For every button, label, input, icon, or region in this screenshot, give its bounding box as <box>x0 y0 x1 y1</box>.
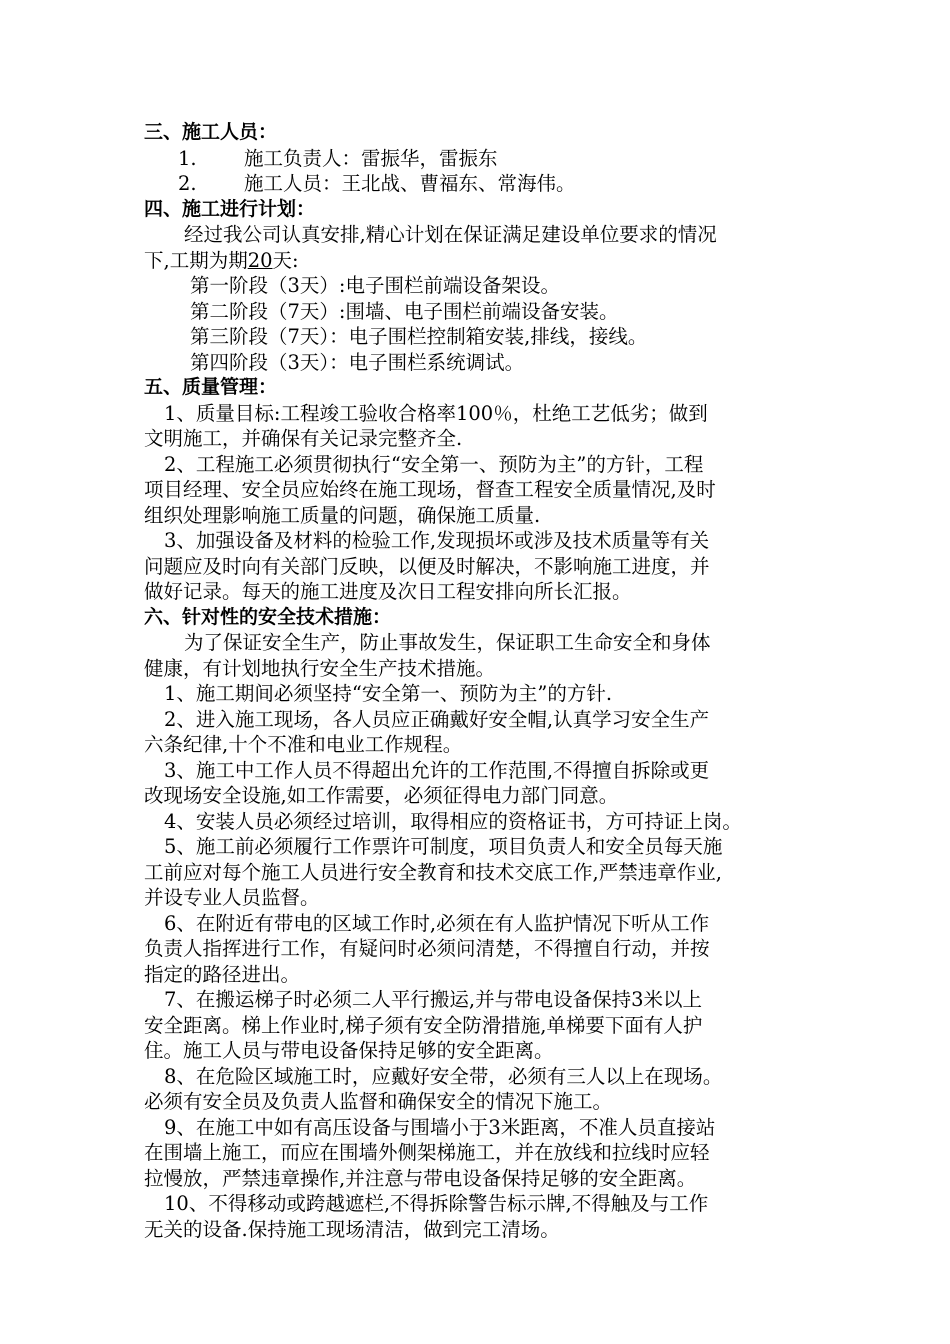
paragraph-line: 健康，有计划地执行安全生产技术措施。 <box>144 656 496 680</box>
section-heading-personnel: 三、施工人员： <box>144 121 278 143</box>
paragraph-line: 6、在附近有带电的区域工作时,必须在有人监护情况下听从工作 <box>164 911 710 935</box>
paragraph-line: 并设专业人员监督。 <box>144 886 320 909</box>
paragraph-line: 经过我公司认真安排,精心计划在保证满足建设单位要求的情况 <box>184 223 717 246</box>
paragraph-line: 工前应对每个施工人员进行安全教育和技术交底工作,严禁违章作业, <box>144 860 722 884</box>
paragraph-line: 组织处理影响施工质量的问题，确保施工质量. <box>144 503 541 527</box>
text-run: 天: <box>272 248 299 272</box>
paragraph-line: 住。施工人员与带电设备保持足够的安全距离。 <box>144 1039 554 1062</box>
stage-line: 第三阶段（7天）：电子围栏控制箱安装,排线，接线。 <box>190 325 648 348</box>
paragraph-line: 9、在施工中如有高压设备与围墙小于3米距离，不准人员直接站 <box>164 1115 716 1139</box>
duration-days: 20 <box>247 248 273 272</box>
paragraph-line: 在围墙上施工，而应在围墙外侧架梯施工，并在放线和拉线时应轻 <box>144 1141 710 1164</box>
paragraph-line: 4、安装人员必须经过培训，取得相应的资格证书，方可持证上岗。 <box>164 809 742 833</box>
paragraph-line: 文明施工，并确保有关记录完整齐全. <box>144 427 463 450</box>
list-item <box>144 146 814 172</box>
paragraph-line: 2、进入施工现场，各人员应正确戴好安全帽,认真学习安全生产 <box>164 707 710 731</box>
paragraph-line: 改现场安全设施,如工作需要，必须征得电力部门同意。 <box>144 784 619 807</box>
section-heading-quality: 五、质量管理： <box>144 376 278 398</box>
text-run: 下,工期为期 <box>144 248 248 272</box>
list-number: 1. <box>178 146 197 170</box>
paragraph-line: 项目经理、安全员应始终在施工现场，督查工程安全质量情况,及时 <box>144 478 716 501</box>
document-body <box>144 120 814 1242</box>
section-heading-plan: 四、施工进行计划： <box>144 197 316 220</box>
paragraph-line: 安全距离。梯上作业时,梯子须有安全防滑措施,单梯要下面有人护 <box>144 1013 703 1037</box>
paragraph-line: 必须有安全员及负责人监督和确保安全的情况下施工。 <box>144 1090 613 1113</box>
paragraph-line: 负责人指挥进行工作，有疑问时必须问清楚，不得擅自行动，并按 <box>144 937 710 960</box>
paragraph-line: 1、质量目标:工程竣工验收合格率100％，杜绝工艺低劣；做到 <box>164 401 708 425</box>
paragraph-line: 六条纪律,十个不准和电业工作规程。 <box>144 733 463 756</box>
paragraph-line <box>144 248 814 274</box>
paragraph-line: 8、在危险区域施工时，应戴好安全带，必须有三人以上在现场。 <box>164 1064 723 1088</box>
list-number: 2. <box>178 172 197 195</box>
stage-line: 第一阶段（3天）:电子围栏前端设备架设。 <box>190 274 560 297</box>
paragraph-line: 7、在搬运梯子时必须二人平行搬运,并与带电设备保持3米以上 <box>164 988 703 1011</box>
paragraph-line: 3、施工中工作人员不得超出允许的工作范围,不得擅自拆除或更 <box>164 758 710 782</box>
paragraph-line: 拉慢放，严禁违章操作,并注意与带电设备保持足够的安全距离。 <box>144 1166 697 1190</box>
paragraph-line: 无关的设备.保持施工现场清洁，做到完工清场。 <box>144 1217 560 1241</box>
stage-line: 第四阶段（3天）：电子围栏系统调试。 <box>190 350 525 374</box>
paragraph-line: 问题应及时向有关部门反映，以便及时解决，不影响施工进度，并 <box>144 554 710 578</box>
paragraph-line: 5、施工前必须履行工作票许可制度，项目负责人和安全员每天施 <box>164 835 723 858</box>
paragraph-line: 1、施工期间必须坚持“安全第一、预防为主”的方针. <box>164 682 613 705</box>
stage-line: 第二阶段（7天）:围墙、电子围栏前端设备安装。 <box>190 299 619 323</box>
list-item <box>144 171 814 197</box>
paragraph-line: 为了保证安全生产，防止事故发生，保证职工生命安全和身体 <box>184 631 711 654</box>
paragraph-line: 10、不得移动或跨越遮栏,不得拆除警告标示牌,不得触及与工作 <box>164 1192 709 1215</box>
list-text: 施工人员：王北战、曹福东、常海伟。 <box>244 172 576 195</box>
paragraph-line: 做好记录。每天的施工进度及次日工程安排向所长汇报。 <box>144 580 632 603</box>
paragraph-line: 指定的路径进出。 <box>144 962 301 986</box>
section-heading-safety: 六、针对性的安全技术措施： <box>144 605 392 628</box>
list-text: 施工负责人：雷振华，雷振东 <box>244 146 498 170</box>
paragraph-line: 2、工程施工必须贯彻执行“安全第一、预防为主”的方针，工程 <box>164 452 704 476</box>
paragraph-line: 3、加强设备及材料的检验工作,发现损坏或涉及技术质量等有关 <box>164 529 710 552</box>
